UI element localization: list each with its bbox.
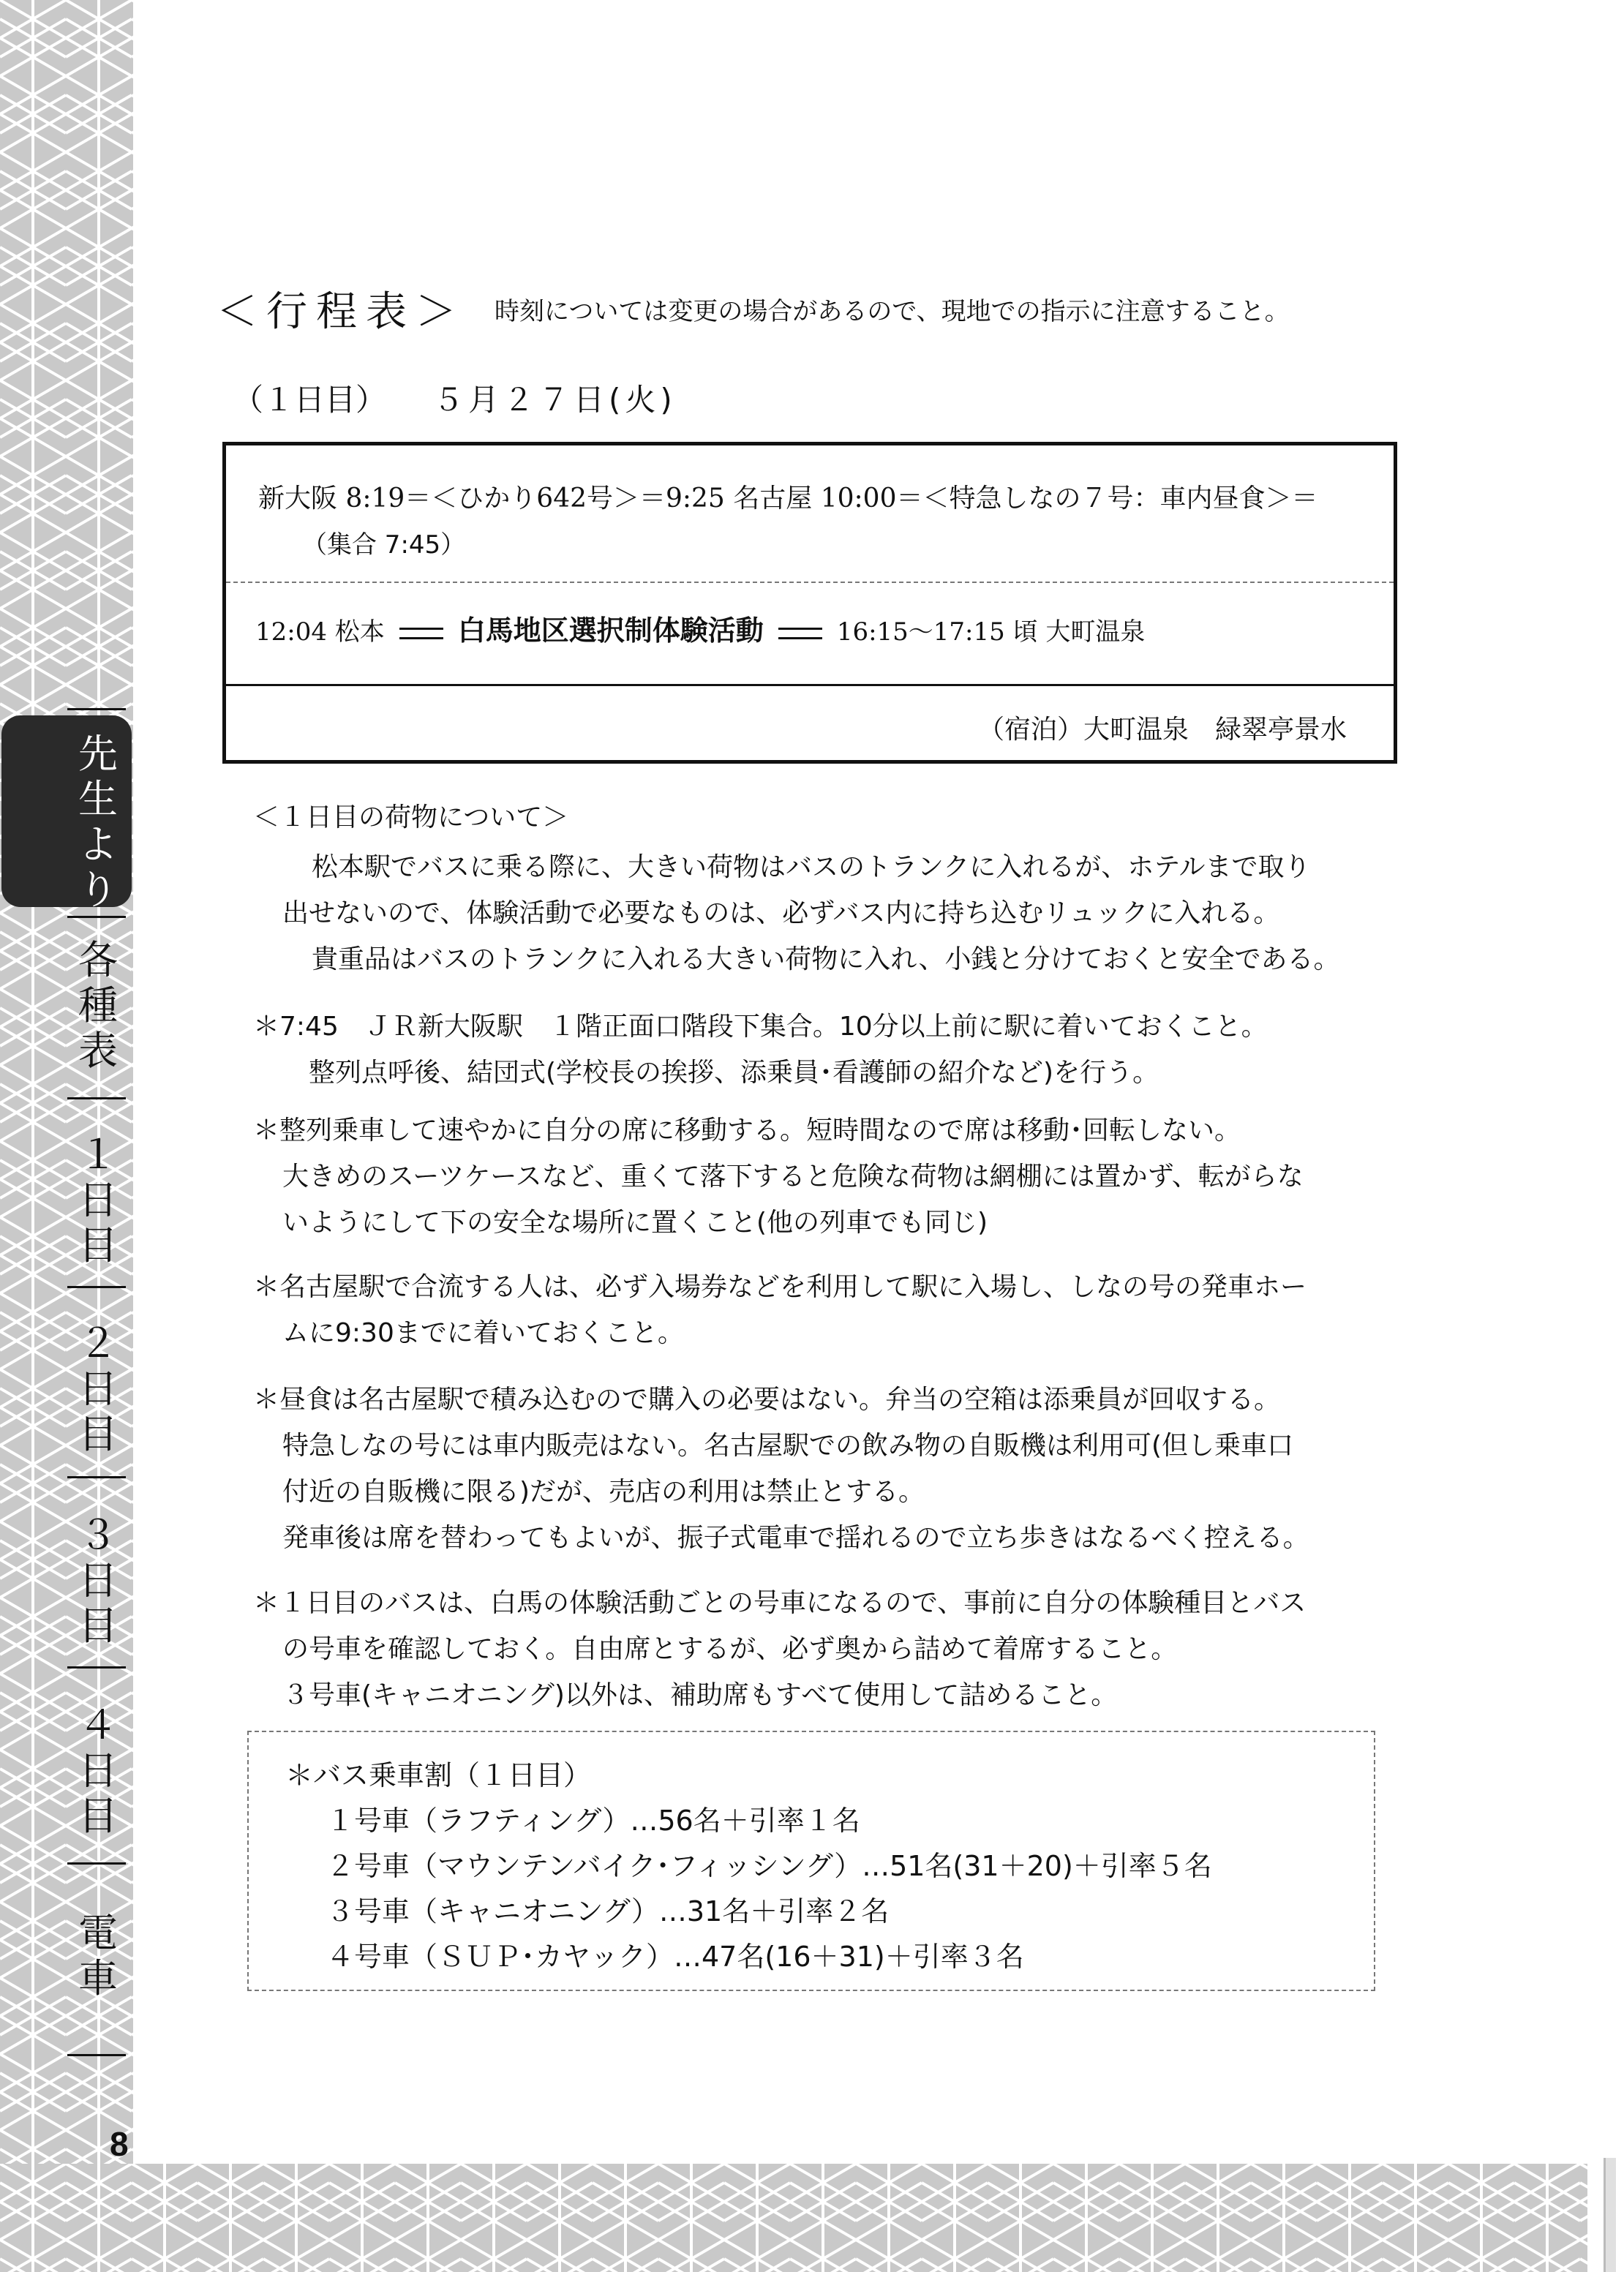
side-index-rule	[67, 708, 126, 710]
side-index-rule	[67, 1666, 126, 1669]
schedule-title: ＜行程表＞	[217, 288, 465, 336]
side-index-rule	[67, 1097, 126, 1099]
itinerary-solid-divider	[226, 684, 1394, 686]
side-index-rule	[67, 1286, 126, 1288]
note-line: ＊昼食は名古屋駅で積み込むので購入の必要はない。弁当の空箱は添乗員が回収する。	[253, 1385, 1281, 1415]
schedule-note: 時刻については変更の場合があるので、現地での指示に注意すること。	[495, 297, 1290, 326]
side-index-rule	[67, 1476, 126, 1478]
double-line-connector	[399, 628, 443, 639]
bus-row: １号車（ラフティング）…56名＋引率１名	[326, 1805, 860, 1837]
note-line: 大きめのスーツケースなど、重くて落下すると危険な荷物は網棚には置かず、転がらな	[282, 1162, 1304, 1192]
side-index-rule	[67, 916, 126, 918]
itinerary-line-1: 新大阪 8:19＝＜ひかり642号＞＝9:25 名古屋 10:00＝＜特急しなの７号：車内昼食＞＝	[258, 484, 1318, 514]
note-line: ＊整列乗車して速やかに自分の席に移動する。短時間なので席は移動･回転しない。	[253, 1116, 1241, 1146]
itinerary-line-3	[255, 608, 1145, 648]
decorative-pattern-bottom	[0, 2164, 1587, 2272]
note-line: 特急しなの号には車内販売はない。名古屋駅での飲み物の自販機は利用可(但し乗車口	[282, 1431, 1294, 1461]
note-line: の号車を確認しておく。自由席とするが、必ず奥から詰めて着席すること。	[282, 1634, 1178, 1664]
note-line: ＊１日目のバスは、白馬の体験活動ごとの号車になるので、事前に自分の体験種目とバス	[253, 1588, 1307, 1618]
itinerary-activity: 白馬地区選択制体験活動	[457, 614, 764, 647]
side-tab-item[interactable]: ３ 日 目	[78, 1512, 118, 1649]
side-index-rule	[67, 2054, 126, 2056]
note-line: 発車後は席を替わってもよいが、振子式電車で揺れるので立ち歩きはなるべく控える。	[282, 1523, 1309, 1553]
side-tab-item[interactable]: ４ 日 目	[78, 1702, 118, 1839]
luggage-line: 松本駅でバスに乗る際に、大きい荷物はバスのトランクに入れるが、ホテルまで取り	[312, 852, 1311, 882]
luggage-heading: ＜１日目の荷物について＞	[253, 802, 569, 832]
day-date: ５月２７日(火)	[433, 382, 677, 418]
note-line: ムに9:30までに着いておくこと。	[282, 1318, 684, 1348]
side-tab-item[interactable]: 電 車	[78, 1910, 118, 2001]
side-tab-item[interactable]: １ 日 目	[78, 1132, 118, 1268]
itinerary-line-2: （集合 7:45）	[302, 530, 466, 560]
note-line: 付近の自販機に限る)だが、売店の利用は禁止とする。	[282, 1477, 925, 1507]
side-tab-item[interactable]: 各 種 表	[78, 937, 118, 1074]
side-tab-active-label[interactable]: 先 生 よ り	[78, 731, 118, 913]
page-edge-tab	[1604, 2158, 1616, 2272]
note-line: ＊名古屋駅で合流する人は、必ず入場券などを利用して駅に入場し、しなの号の発車ホー	[253, 1272, 1307, 1302]
page-number: 8	[110, 2125, 129, 2163]
side-tab-item[interactable]: ２ 日 目	[78, 1320, 118, 1457]
luggage-line: 貴重品はバスのトランクに入れる大きい荷物に入れ、小銭と分けておくと安全である。	[312, 944, 1340, 974]
bus-row: ４号車（ＳＵＰ･カヤック）…47名(16＋31)＋引率３名	[326, 1941, 1024, 1973]
luggage-line: 出せないので、体験活動で必要なものは、必ずバス内に持ち込むリュックに入れる。	[282, 898, 1280, 928]
note-line: 整列点呼後、結団式(学校長の挨拶、添乗員･看護師の紹介など)を行う。	[309, 1058, 1159, 1088]
itinerary-dashed-divider	[226, 582, 1394, 583]
bus-allocation-box	[247, 1731, 1375, 1991]
bus-row: ２号車（マウンテンバイク･フィッシング）…51名(31＋20)＋引率５名	[326, 1850, 1212, 1882]
note-line: ＊7:45 ＪＲ新大阪駅 １階正面口階段下集合。10分以上前に駅に着いておくこと。	[253, 1012, 1268, 1042]
double-line-connector	[778, 628, 822, 639]
bus-row: ３号車（キャニオニング）…31名＋引率２名	[326, 1895, 890, 1927]
itinerary-table	[222, 442, 1397, 764]
note-line: ３号車(キャニオニング)以外は、補助席もすべて使用して詰めること。	[282, 1680, 1118, 1710]
side-index-rule	[67, 1862, 126, 1865]
itinerary-start: 12:04 松本	[255, 617, 385, 647]
day-label: （１日目）	[233, 382, 387, 418]
note-line: いようにして下の安全な場所に置くこと(他の列車でも同じ)	[282, 1208, 988, 1238]
itinerary-lodging: （宿泊）大町温泉 緑翠亭景水	[977, 715, 1347, 745]
bus-heading: ＊バス乗車割（１日目）	[285, 1759, 592, 1791]
itinerary-end: 16:15～17:15 頃 大町温泉	[836, 617, 1146, 647]
